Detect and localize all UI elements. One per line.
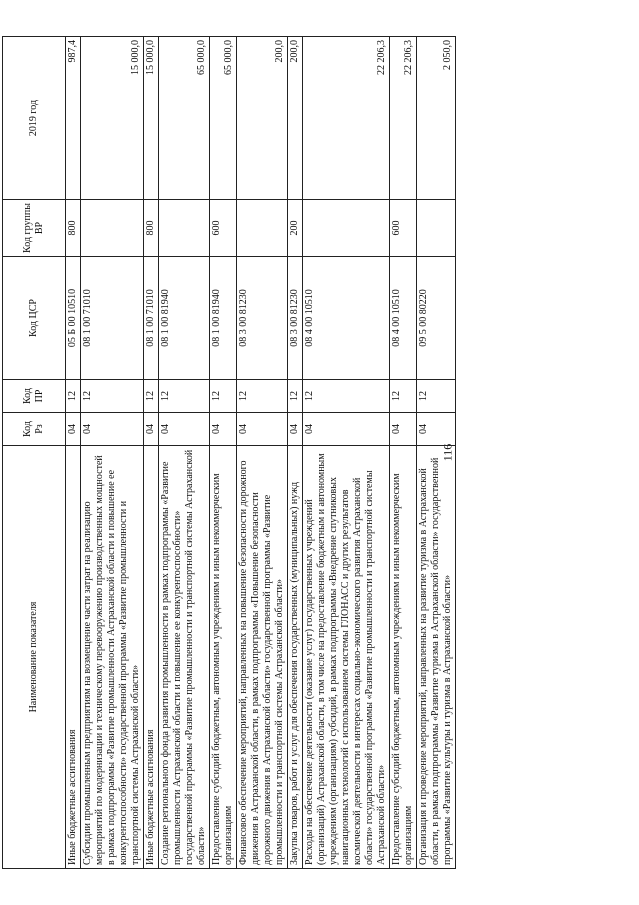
row-vr — [417, 200, 456, 257]
row-name: Закупка товаров, работ и услуг для обеспечения государственных (муниципальных) нужд — [288, 446, 303, 869]
row-csr: 08 3 00 81230 — [288, 257, 303, 380]
table-row — [81, 37, 144, 869]
row-pr: 12 — [66, 380, 81, 413]
row-sum: 65 000,0 — [159, 37, 210, 200]
row-csr: 08 4 00 10510 — [303, 257, 390, 380]
header-rz: Код Рз — [3, 413, 66, 446]
row-sum: 15 000,0 — [81, 37, 144, 200]
row-csr: 05 Б 00 10510 — [66, 257, 81, 380]
row-rz: 04 — [159, 413, 210, 446]
budget-table — [2, 36, 456, 869]
table-row — [237, 37, 288, 869]
row-vr: 800 — [66, 200, 81, 257]
row-pr: 12 — [417, 380, 456, 413]
row-rz: 04 — [66, 413, 81, 446]
row-pr: 12 — [210, 380, 237, 413]
row-name: Финансовое обеспечение мероприятий, направленных на повышение безопасности дорожного движения в Астраханской области, в рамках подпрограммы «Повышение безопасности дорожного движения в Астраханской области» государственной программы «Развитие промышленности и транспортной системы Астраханской области» — [237, 446, 288, 869]
table-row — [390, 37, 417, 869]
row-name: Иные бюджетные ассигнования — [66, 446, 81, 869]
row-rz: 04 — [237, 413, 288, 446]
table-row — [144, 37, 159, 869]
table-row — [66, 37, 81, 869]
row-rz: 04 — [81, 413, 144, 446]
row-vr: 600 — [390, 200, 417, 257]
row-csr: 08 1 00 71010 — [144, 257, 159, 380]
row-csr: 08 3 00 81230 — [237, 257, 288, 380]
row-vr — [159, 200, 210, 257]
row-vr: 800 — [144, 200, 159, 257]
row-csr: 08 1 00 81940 — [210, 257, 237, 380]
table-row — [288, 37, 303, 869]
row-sum: 15 000,0 — [144, 37, 159, 200]
row-pr: 12 — [144, 380, 159, 413]
row-name: Субсидии промышленным предприятиям на возмещение части затрат на реализацию мероприятий по модернизации и техническому перевооружению производственных мощностей в рамках подпрограммы «Развитие промышленности Астраханской области и повышение ее конкурентоспособности» государственной программы «Развитие промышленности и транспортной системы Астраханской области» — [81, 446, 144, 869]
row-name: Иные бюджетные ассигнования — [144, 446, 159, 869]
row-csr: 08 1 00 71010 — [81, 257, 144, 380]
row-vr — [237, 200, 288, 257]
header-name: Наименование показателя — [3, 446, 66, 869]
table-row — [159, 37, 210, 869]
row-rz: 04 — [288, 413, 303, 446]
row-sum: 22 206,3 — [303, 37, 390, 200]
table-row — [210, 37, 237, 869]
row-vr — [81, 200, 144, 257]
row-rz: 04 — [417, 413, 456, 446]
row-name: Создание регионального фонда развития промышленности в рамках подпрограммы «Развитие промышленности Астраханской области и повышение ее конкурентоспособности» государственной программы «Развитие промышленности и транспортной системы Астраханской области» — [159, 446, 210, 869]
table-header-row — [3, 37, 66, 869]
row-sum: 200,0 — [288, 37, 303, 200]
row-sum: 2 050,0 — [417, 37, 456, 200]
row-csr: 08 4 00 10510 — [390, 257, 417, 380]
row-pr: 12 — [303, 380, 390, 413]
row-vr: 200 — [288, 200, 303, 257]
row-pr: 12 — [81, 380, 144, 413]
row-name: Расходы на обеспечение деятельности (оказание услуг) государственных учреждений (организаций) Астраханской области, в том числе на предоставление бюджетным и автономным учреждениям (организациям) субсидий, в рамках подпрограммы «Внедрение спутниковых навигационных технологий с использованием системы ГЛОНАСС и других результатов космической деятельности в интересах социально-экономического развития Астраханской области» государственной программы «Развитие промышленности и транспортной системы Астраханской области» — [303, 446, 390, 869]
row-vr — [303, 200, 390, 257]
header-vr: Код группы ВР — [3, 200, 66, 257]
table-row — [417, 37, 456, 869]
row-vr: 600 — [210, 200, 237, 257]
row-csr: 09 5 00 80220 — [417, 257, 456, 380]
header-csr: Код ЦСР — [3, 257, 66, 380]
row-sum: 987,4 — [66, 37, 81, 200]
row-name: Предоставление субсидий бюджетным, автономным учреждениям и иным некоммерческим организациям — [390, 446, 417, 869]
row-rz: 04 — [210, 413, 237, 446]
row-rz: 04 — [303, 413, 390, 446]
row-name: Предоставление субсидий бюджетным, автономным учреждениям и иным некоммерческим организациям — [210, 446, 237, 869]
table-row — [303, 37, 390, 869]
row-pr: 12 — [159, 380, 210, 413]
row-pr: 12 — [390, 380, 417, 413]
row-pr: 12 — [237, 380, 288, 413]
row-rz: 04 — [390, 413, 417, 446]
header-sum: 2019 год — [3, 37, 66, 200]
budget-table-wrapper — [2, 37, 522, 869]
row-sum: 65 000,0 — [210, 37, 237, 200]
page-number: 116 — [440, 443, 455, 462]
row-sum: 200,0 — [237, 37, 288, 200]
row-pr: 12 — [288, 380, 303, 413]
row-csr: 08 1 00 81940 — [159, 257, 210, 380]
row-name: Организация и проведение мероприятий, направленных на развитие туризма в Астраханской области, в рамках подпрограммы «Развитие туризма в Астраханской области» государственной программы «Развитие культуры и туризма в Астраханской области» — [417, 446, 456, 869]
header-pr: Код ПР — [3, 380, 66, 413]
row-rz: 04 — [144, 413, 159, 446]
row-sum: 22 206,3 — [390, 37, 417, 200]
